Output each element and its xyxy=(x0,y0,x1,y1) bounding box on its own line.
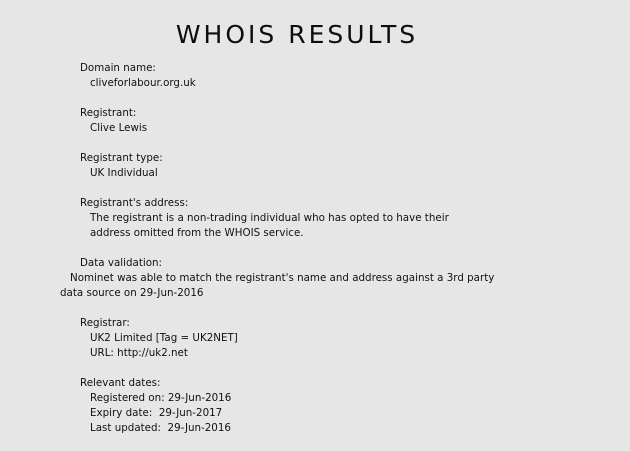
dates-label: Relevant dates: xyxy=(80,377,161,389)
whois-record xyxy=(60,61,520,451)
registrant-type-label: Registrant type: xyxy=(80,152,163,164)
address-section xyxy=(80,196,520,241)
validation-section xyxy=(60,256,520,301)
address-label: Registrant's address: xyxy=(80,197,189,209)
registrar-url: URL: http://uk2.net xyxy=(90,347,188,359)
validation-text: Nominet was able to match the registrant's name and address against a 3rd party data source on 29-Jun-2016 xyxy=(60,272,495,299)
registered-date: Registered on: 29-Jun-2016 xyxy=(90,392,232,404)
registrar-label: Registrar: xyxy=(80,317,130,329)
page-title: WHOIS RESULTS xyxy=(175,20,419,49)
last-updated-date: Last updated: 29-Jun-2016 xyxy=(90,422,231,434)
registrant-section xyxy=(80,106,520,136)
address-line-1: The registrant is a non-trading individual who has opted to have their xyxy=(90,212,449,224)
validation-label: Data validation: xyxy=(80,257,163,269)
registrant-label: Registrant: xyxy=(80,107,137,119)
registrant-type-section xyxy=(80,151,520,181)
registrant-value: Clive Lewis xyxy=(90,122,148,134)
dates-section xyxy=(80,376,520,436)
registrar-name: UK2 Limited [Tag = UK2NET] xyxy=(90,332,238,344)
registrar-section xyxy=(80,316,520,361)
domain-label: Domain name: xyxy=(80,62,156,74)
expiry-date: Expiry date: 29-Jun-2017 xyxy=(90,407,223,419)
address-line-2: address omitted from the WHOIS service. xyxy=(90,227,304,239)
domain-section xyxy=(80,61,520,91)
domain-value: cliveforlabour.org.uk xyxy=(90,77,196,89)
registrant-type-value: UK Individual xyxy=(90,167,158,179)
